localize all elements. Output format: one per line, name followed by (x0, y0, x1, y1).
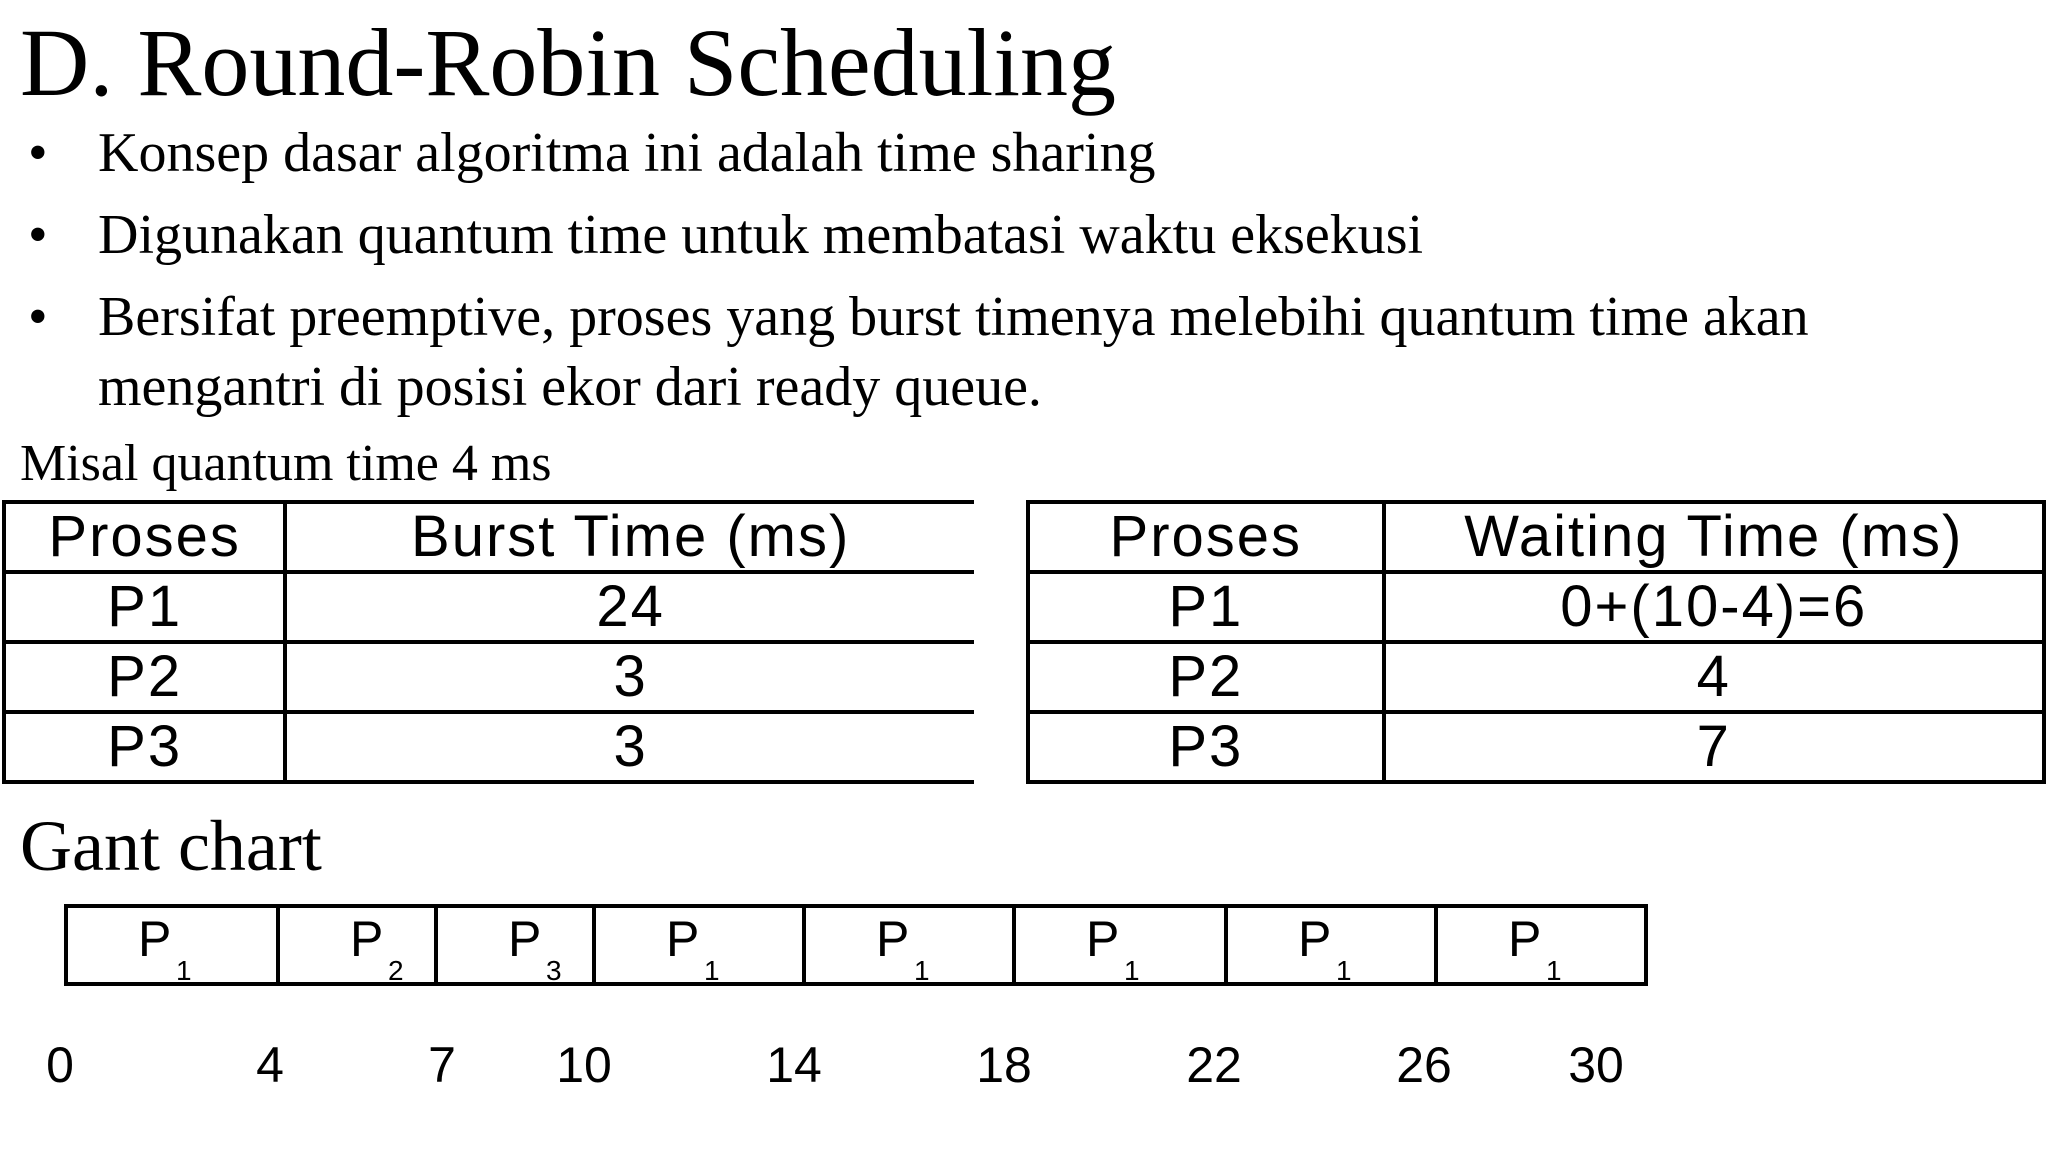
column-header: Waiting Time (ms) (1384, 502, 2044, 572)
gantt-block-subscript: 1 (1546, 955, 1562, 986)
gantt-block (66, 906, 278, 984)
table-header-row (4, 502, 974, 572)
waiting-time-table (1026, 500, 2046, 784)
gantt-block-label: P (1298, 911, 1332, 967)
gantt-tick-label: 0 (46, 1037, 74, 1093)
gantt-tick-label: 22 (1186, 1037, 1242, 1093)
burst-time-table (2, 500, 974, 784)
gantt-block-subscript: 1 (176, 955, 192, 986)
gantt-block-subscript: 1 (1336, 955, 1352, 986)
table-cell: 24 (285, 572, 974, 642)
bullet-text: Digunakan quantum time untuk membatasi waktu eksekusi (98, 204, 1424, 266)
quantum-note: Misal quantum time 4 ms (20, 435, 552, 492)
gantt-tick-label: 30 (1568, 1037, 1624, 1093)
gantt-block-subscript: 1 (704, 955, 720, 986)
table-row (4, 572, 974, 642)
gantt-block (1014, 906, 1226, 984)
table-row (1028, 642, 2044, 712)
table-header-row (1028, 502, 2044, 572)
table-cell: P1 (1028, 572, 1384, 642)
gantt-block-label: P (138, 911, 172, 967)
bullet-item (28, 200, 1988, 270)
page-title: D. Round-Robin Scheduling (20, 9, 1116, 116)
gantt-tick-label: 14 (766, 1037, 822, 1093)
table-cell: 7 (1384, 712, 2044, 782)
gantt-block-subscript: 1 (1124, 955, 1140, 986)
gantt-block-label: P (666, 911, 700, 967)
gantt-chart (0, 890, 1700, 1120)
table-cell: 3 (285, 712, 974, 782)
gantt-tick-label: 18 (976, 1037, 1032, 1093)
gantt-block-subscript: 2 (388, 955, 404, 986)
gantt-block-label: P (508, 911, 542, 967)
table-cell: 0+(10-4)=6 (1384, 572, 2044, 642)
bullet-dot: • (28, 286, 48, 348)
bullet-text: Bersifat preemptive, proses yang burst timenya melebihi quantum time akan mengantri di posisi ekor dari ready queue. (98, 286, 1809, 418)
bullet-dot: • (28, 122, 48, 184)
bullet-list (28, 118, 1988, 434)
gantt-block-label: P (1508, 911, 1542, 967)
gantt-block-label: P (350, 911, 384, 967)
table-cell: P2 (4, 642, 285, 712)
gantt-tick-label: 10 (556, 1037, 612, 1093)
gantt-tick-label: 26 (1396, 1037, 1452, 1093)
bullet-dot: • (28, 204, 48, 266)
gantt-block-subscript: 1 (914, 955, 930, 986)
table-row (4, 712, 974, 782)
table-cell: 4 (1384, 642, 2044, 712)
table-row (1028, 712, 2044, 782)
column-header: Burst Time (ms) (285, 502, 974, 572)
gantt-tick-label: 7 (428, 1037, 456, 1093)
table-cell: P1 (4, 572, 285, 642)
table-cell: P3 (4, 712, 285, 782)
bullet-text: Konsep dasar algoritma ini adalah time sharing (98, 122, 1156, 184)
gantt-block-subscript: 3 (546, 955, 562, 986)
column-header: Proses (1028, 502, 1384, 572)
table-cell: P3 (1028, 712, 1384, 782)
gantt-tick-label: 4 (256, 1037, 284, 1093)
table-cell: P2 (1028, 642, 1384, 712)
column-header: Proses (4, 502, 285, 572)
gantt-chart-title: Gant chart (20, 806, 322, 886)
gantt-block-label: P (1086, 911, 1120, 967)
table-row (4, 642, 974, 712)
table-row (1028, 572, 2044, 642)
bullet-item (28, 118, 1988, 188)
table-cell: 3 (285, 642, 974, 712)
bullet-item (28, 282, 1988, 422)
gantt-block-label: P (876, 911, 910, 967)
